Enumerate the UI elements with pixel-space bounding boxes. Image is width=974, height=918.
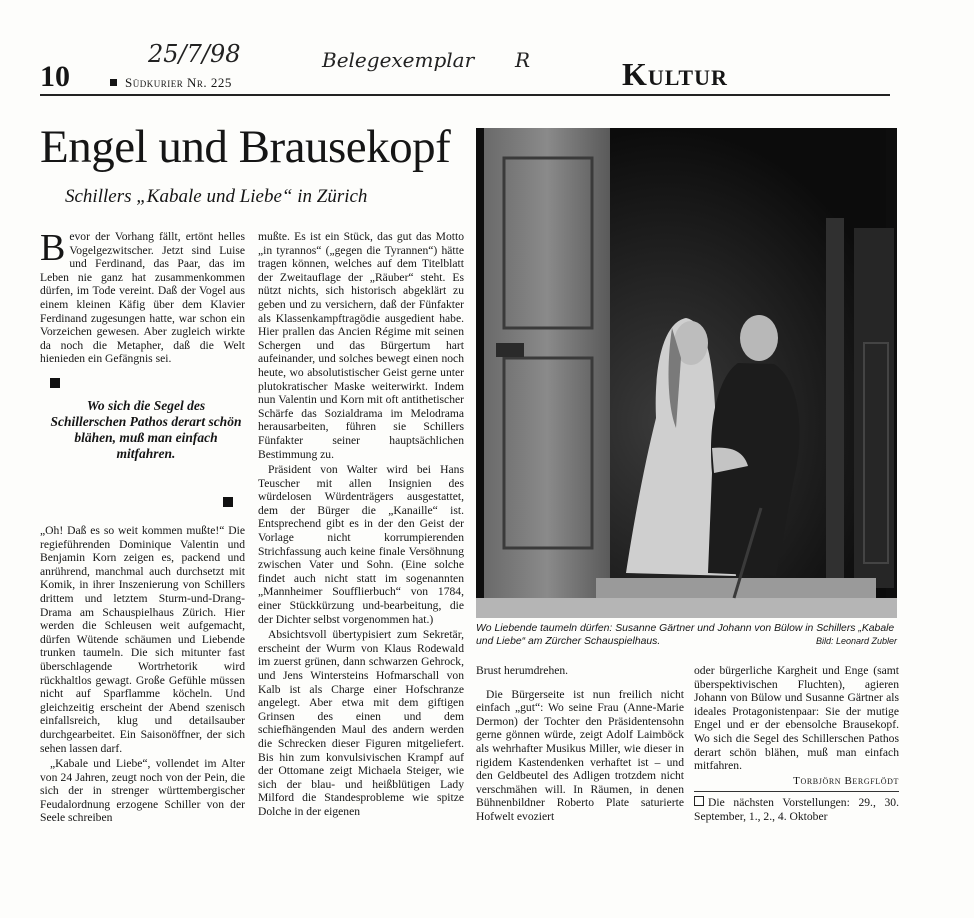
article-paragraph: Präsident von Walter wird bei Hans Teuscher mit allen Insignien des würdelosen Würdenträgers ausgestattet, dem der Bürger die „Kanaille“ ist. Entsprechend gibt es in der den Geist der Vorlage nicht korrumpierenden Strichfassung auch keine finale Versöhnung zwischen Vater und Sohn. (Eine solche findet auch nicht statt im sogenannten „Mannheimer Soufflierbuch“ von 1784, einer Stückkürzung und-bearbeitung, die der Dichter selbst vorgenommen hat.)	[258, 463, 464, 626]
pullquote-square-icon	[223, 497, 233, 507]
checkbox-square-icon	[694, 796, 704, 806]
handwritten-date: 25/7/98	[148, 40, 241, 68]
article-paragraph: mußte. Es ist ein Stück, das gut das Motto „in tyrannos“ („gegen die Tyrannen“) hätte tragen können, welches auf dem Titelblatt der Zweitauflage der „Räuber“ steht. Es nützt nichts, sich historisch abgeklärt zu geben und zu versichern, daß der Fünfakter als Klassenkampftragödie ausgedient habe. Hier prallen das Ancien Régime mit seinen Schergen und das Bürgertum hart aufeinander, und solches bewegt einen noch heute, wo absolutistischer Geist gerne unter plutokratischer Maske weiterwirkt. Indem nun Valentin und Korn mit oft antithetischer Schärfe das Sozialdrama im Melodrama herausarbeiten, führen sie Schillers Fünfakter seiner hauptsächlichen Bestimmung zu.	[258, 230, 464, 461]
header-rule	[40, 94, 890, 96]
stage-photo	[476, 128, 897, 618]
article-subheadline: Schillers „Kabale und Liebe“ in Zürich	[65, 186, 368, 207]
article-column-1-continued	[40, 524, 245, 827]
intro-paragraph	[40, 227, 245, 366]
article-paragraph: Brust herumdrehen.	[476, 664, 569, 677]
pullquote-square-icon	[50, 378, 60, 388]
article-column-2	[258, 230, 464, 821]
article-column-4	[694, 664, 899, 826]
author-rule	[694, 791, 899, 792]
article-column-1	[40, 227, 245, 368]
section-title: Kultur	[622, 56, 728, 92]
stage-photo-image	[476, 128, 897, 618]
performance-info	[694, 796, 899, 823]
page-number: 10	[40, 60, 70, 93]
handwritten-mark: R	[515, 48, 531, 72]
square-bullet-icon	[110, 79, 117, 86]
performance-info-text: Die nächsten Vorstellungen: 29., 30. September, 1., 2., 4. Oktober	[694, 796, 899, 823]
article-paragraph: Die Bürgerseite ist nun freilich nicht einfach „gut“: Wo seine Frau (Anne-Marie Dermon) der Tochter den Präsidentensohn gerne gönnen würde, zeigt Adolf Laimböck als wehrhafter Musikus Miller, wie dieser in rigidem Kastendenken verhaftet ist – und den Geldbeutel des Adligen trotzdem nicht verschmähen will. In Räumen, in denen Bühnenbildner Roberto Plate saturierte Hofwelt evoziert	[476, 687, 684, 823]
intro-text: evor der Vorhang fällt, ertönt helles Vogelgezwitscher. Jetzt sind Luise und Ferdinand, das Paar, das im Leben nie ganz hat zusammenkommen dürfen, im Tode vereint. Daß der Vogel aus einem kleinen Käfig über dem Klavier Ferdinand zugesungen hatte, war schon ein Vorzeichen gewesen. Aber zugleich wirkte da noch die Metapher, daß die Welt hienieden ein Gefängnis sei.	[40, 230, 245, 366]
article-paragraph: „Oh! Daß es so weit kommen mußte!“ Die regieführenden Dominique Valentin und Benjamin Korn zeigen es, packend und anrührend, manchmal auch durchsetzt mit Komik, in ihrer Inszenierung von Schillers drittem und letztem Sturm-und-Drang-Drama am Schauspielhaus Zürich. Hier werden die Schleusen weit aufgemacht, dürfen Wütende schäumen und Liebende trunken taumeln. Die sich mitunter fast überschlagende Wortrhetorik wird rückhaltlos gewagt. Große Gefühle müssen nicht auf Sparflamme köcheln. Und gleichzeitig erscheint der Abend szenisch einfallsreich, klug und detailsauber durchgearbeitet. Ein Saisonöffner, der sich sehen lassen darf.	[40, 524, 245, 755]
newspaper-name: Südkurier Nr. 225	[125, 75, 232, 90]
handwritten-note: Belegexemplar	[322, 48, 475, 72]
pullquote: Wo sich die Segel des Schillerschen Pathos derart schön blähen, muß man einfach mitfahren.	[50, 398, 242, 461]
article-headline: Engel und Brausekopf	[40, 121, 451, 173]
article-paragraph: „Kabale und Liebe“, vollendet im Alter von 24 Jahren, zeugt noch von der Pein, die sich der in strenger württembergischer Feudalordnung erzogene Schiller von der Seele schreiben	[40, 757, 245, 825]
photo-caption	[476, 622, 897, 648]
article-paragraph: oder bürgerliche Kargheit und Enge (samt überspektivischen Fluchten), agieren Johann von Bülow und Susanne Gärtner als ideales Protagonistenpaar: Sie der mutige Engel und er der ebensolche Brausekopf. Wo sich die Segel des Schillerschen Pathos derart schön blähen, muß man einfach mitfahren.	[694, 664, 899, 773]
dropcap: B	[40, 227, 66, 269]
photo-credit: Bild: Leonard Zubler	[815, 636, 897, 646]
newspaper-masthead	[110, 75, 232, 91]
photo-caption-text: Wo Liebende taumeln dürfen: Susanne Gärtner und Johann von Bülow in Schillers „Kabale und Liebe“ am Zürcher Schauspielhaus.	[476, 623, 895, 647]
article-column-3	[476, 664, 684, 826]
article-author: Torbjörn Bergflödt	[793, 774, 899, 787]
article-paragraph: Absichtsvoll übertypisiert zum Sekretär, erscheint der Wurm von Klaus Rodewald im zuerst grünen, dann schwarzen Gehrock, und Jens Wintersteins Hofmarschall von Kalb ist als Charge einer Hofschranze angelegt. Aber etwa mit dem giftigen Grinsen des einen und dem schiefhängenden Maul des andern werden die Schrecken dieser Figuren mitgeliefert. Bis hin zum konvulsivischen Krampf auf der Ottomane zeigt Michaela Steiger, wie sich der blau- und heißblütigen Lady Milford die Standesprobleme wie spitze Dolche in der eigenen	[258, 628, 464, 818]
